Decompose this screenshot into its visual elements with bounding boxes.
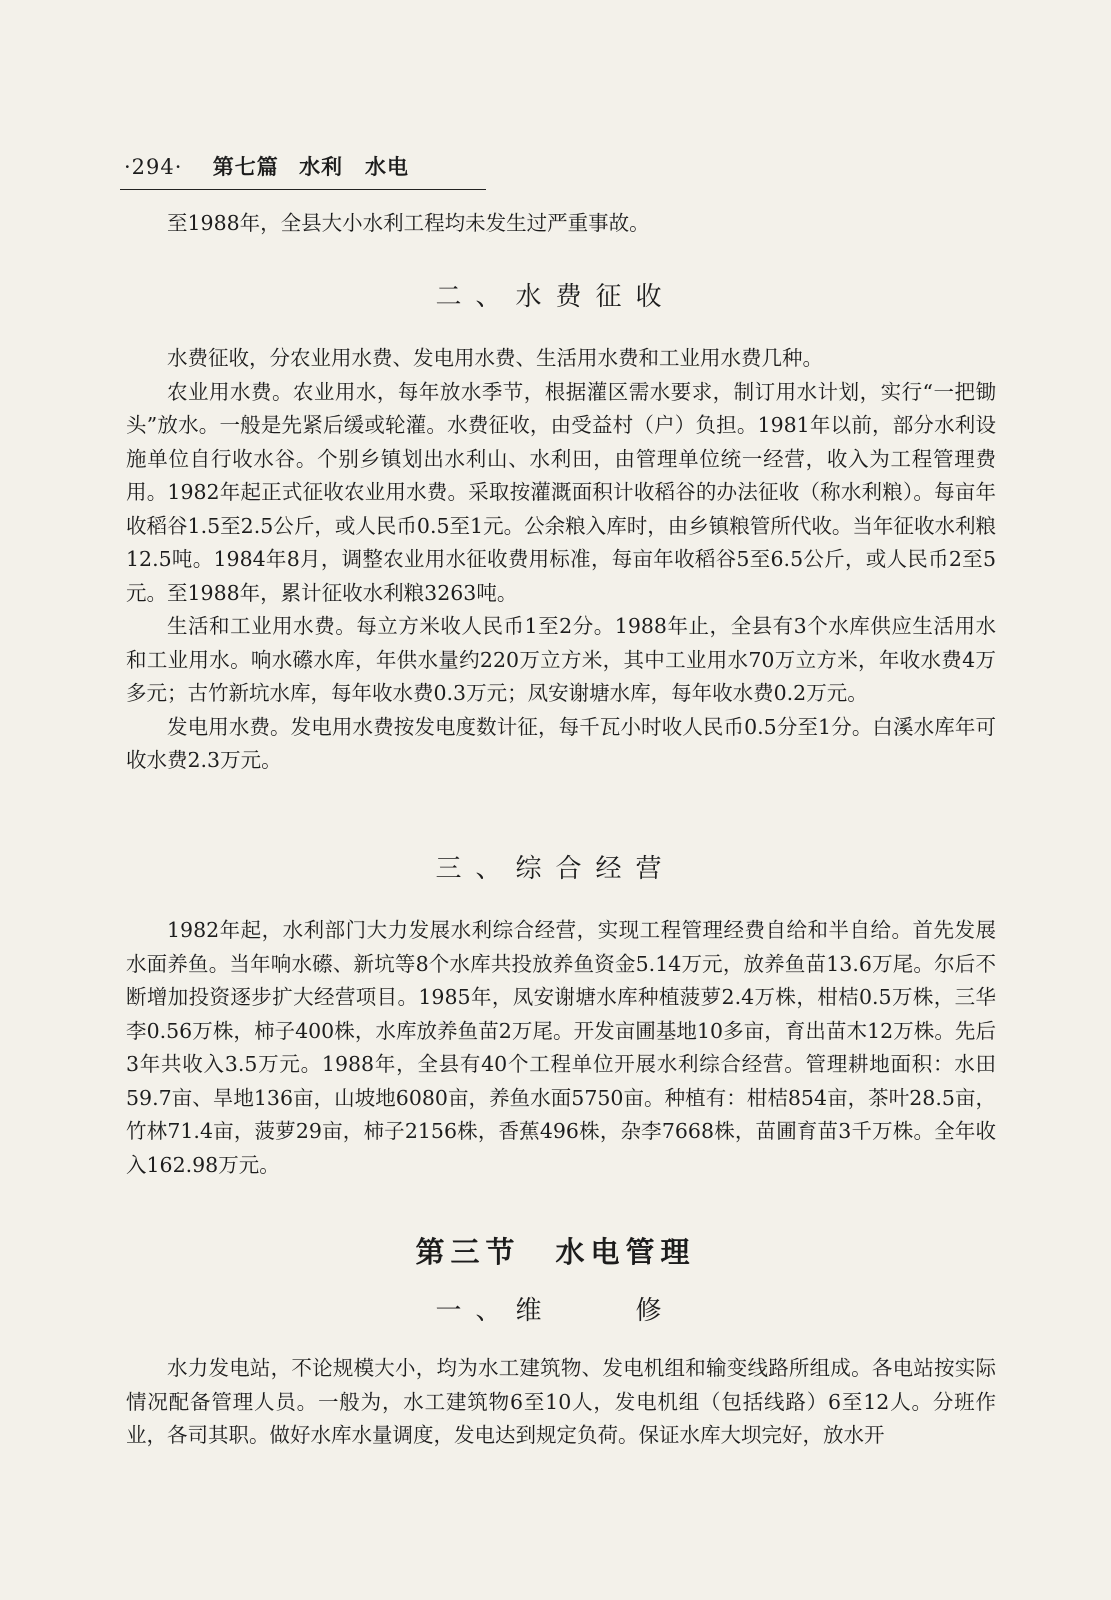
- section-maintenance-body: [126, 1352, 996, 1453]
- paragraph: 农业用水费。农业用水，每年放水季节，根据灌区需水要求，制订用水计划，实行“一把锄头”放水。一般是先紧后缓或轮灌。水费征收，由受益村（户）负担。1981年以前，部分水利设施单位自行收水谷。个别乡镇划出水利山、水利田，由管理单位统一经营，收入为工程管理费用。1982年起正式征收农业用水费。采取按灌溉面积计收稻谷的办法征收（称水利粮）。每亩年收稻谷1.5至2.5公斤，或人民币0.5至1元。公余粮入库时，由乡镇粮管所代收。当年征收水利粮12.5吨。1984年8月，调整农业用水征收费用标准，每亩年收稻谷5至6.5公斤，或人民币2至5元。至1988年，累计征收水利粮3263吨。: [126, 379, 996, 605]
- section-heading-maintenance: 一、维 修: [435, 1296, 676, 1326]
- paragraph: 水力发电站，不论规模大小，均为水工建筑物、发电机组和输变线路所组成。各电站按实际情况配备管理人员。一般为，水工建筑物6至10人，发电机组（包括线路）6至12人。分班作业，各司其职。做好水库水量调度，发电达到规定负荷。保证水库大坝完好，放水开: [126, 1356, 996, 1447]
- paragraph: 1982年起，水利部门大力发展水利综合经营，实现工程管理经费自给和半自给。首先发展水面养鱼。当年响水礤、新坑等8个水库共投放养鱼资金5.14万元，放养鱼苗13.6万尾。尔后不断增加投资逐步扩大经营项目。1985年，凤安谢塘水库种植菠萝2.4万株，柑桔0.5万株，三华李0.56万株，柿子400株，水库放养鱼苗2万尾。开发亩圃基地10多亩，育出苗木12万株。先后3年共收入3.5万元。1988年，全县有40个工程单位开展水利综合经营。管理耕地面积：水田59.7亩、旱地136亩，山坡地6080亩，养鱼水面5750亩。种植有：柑桔854亩，茶叶28.5亩，竹林71.4亩，菠萝29亩，柿子2156株，香蕉496株，杂李7668株，苗圃育苗3千万株。全年收入162.98万元。: [126, 918, 996, 1177]
- section-water-fee-body: [126, 342, 996, 778]
- paragraph: 发电用水费。发电用水费按发电度数计征，每千瓦小时收人民币0.5分至1分。白溪水库年可收水费2.3万元。: [126, 714, 996, 772]
- paragraph: 水费征收，分农业用水费、发电用水费、生活用水费和工业用水费几种。: [167, 346, 823, 370]
- part-title: 水利 水电: [299, 155, 410, 179]
- intro-text: [126, 207, 996, 241]
- section-heading-comprehensive-operation: 三、综合经营: [435, 854, 676, 884]
- paragraph: 生活和工业用水费。每立方米收人民币1至2分。1988年止，全县有3个水库供应生活用水和工业用水。响水礤水库，年供水量约220万立方米，其中工业用水70万立方米，年收水费4万多元；古竹新坑水库，每年收水费0.3万元；凤安谢塘水库，每年收水费0.2万元。: [126, 614, 996, 705]
- header-rule: [120, 189, 486, 190]
- chapter-heading-hydropower-management: 第三节 水电管理: [415, 1235, 696, 1269]
- part-label: 第七篇: [212, 155, 279, 179]
- section-comprehensive-body: [126, 914, 996, 1182]
- paragraph: 至1988年，全县大小水利工程均未发生过严重事故。: [167, 211, 650, 235]
- section-heading-water-fee: 二、水费征收: [435, 282, 676, 312]
- running-header: [124, 151, 486, 181]
- page-number: ·294·: [124, 155, 183, 179]
